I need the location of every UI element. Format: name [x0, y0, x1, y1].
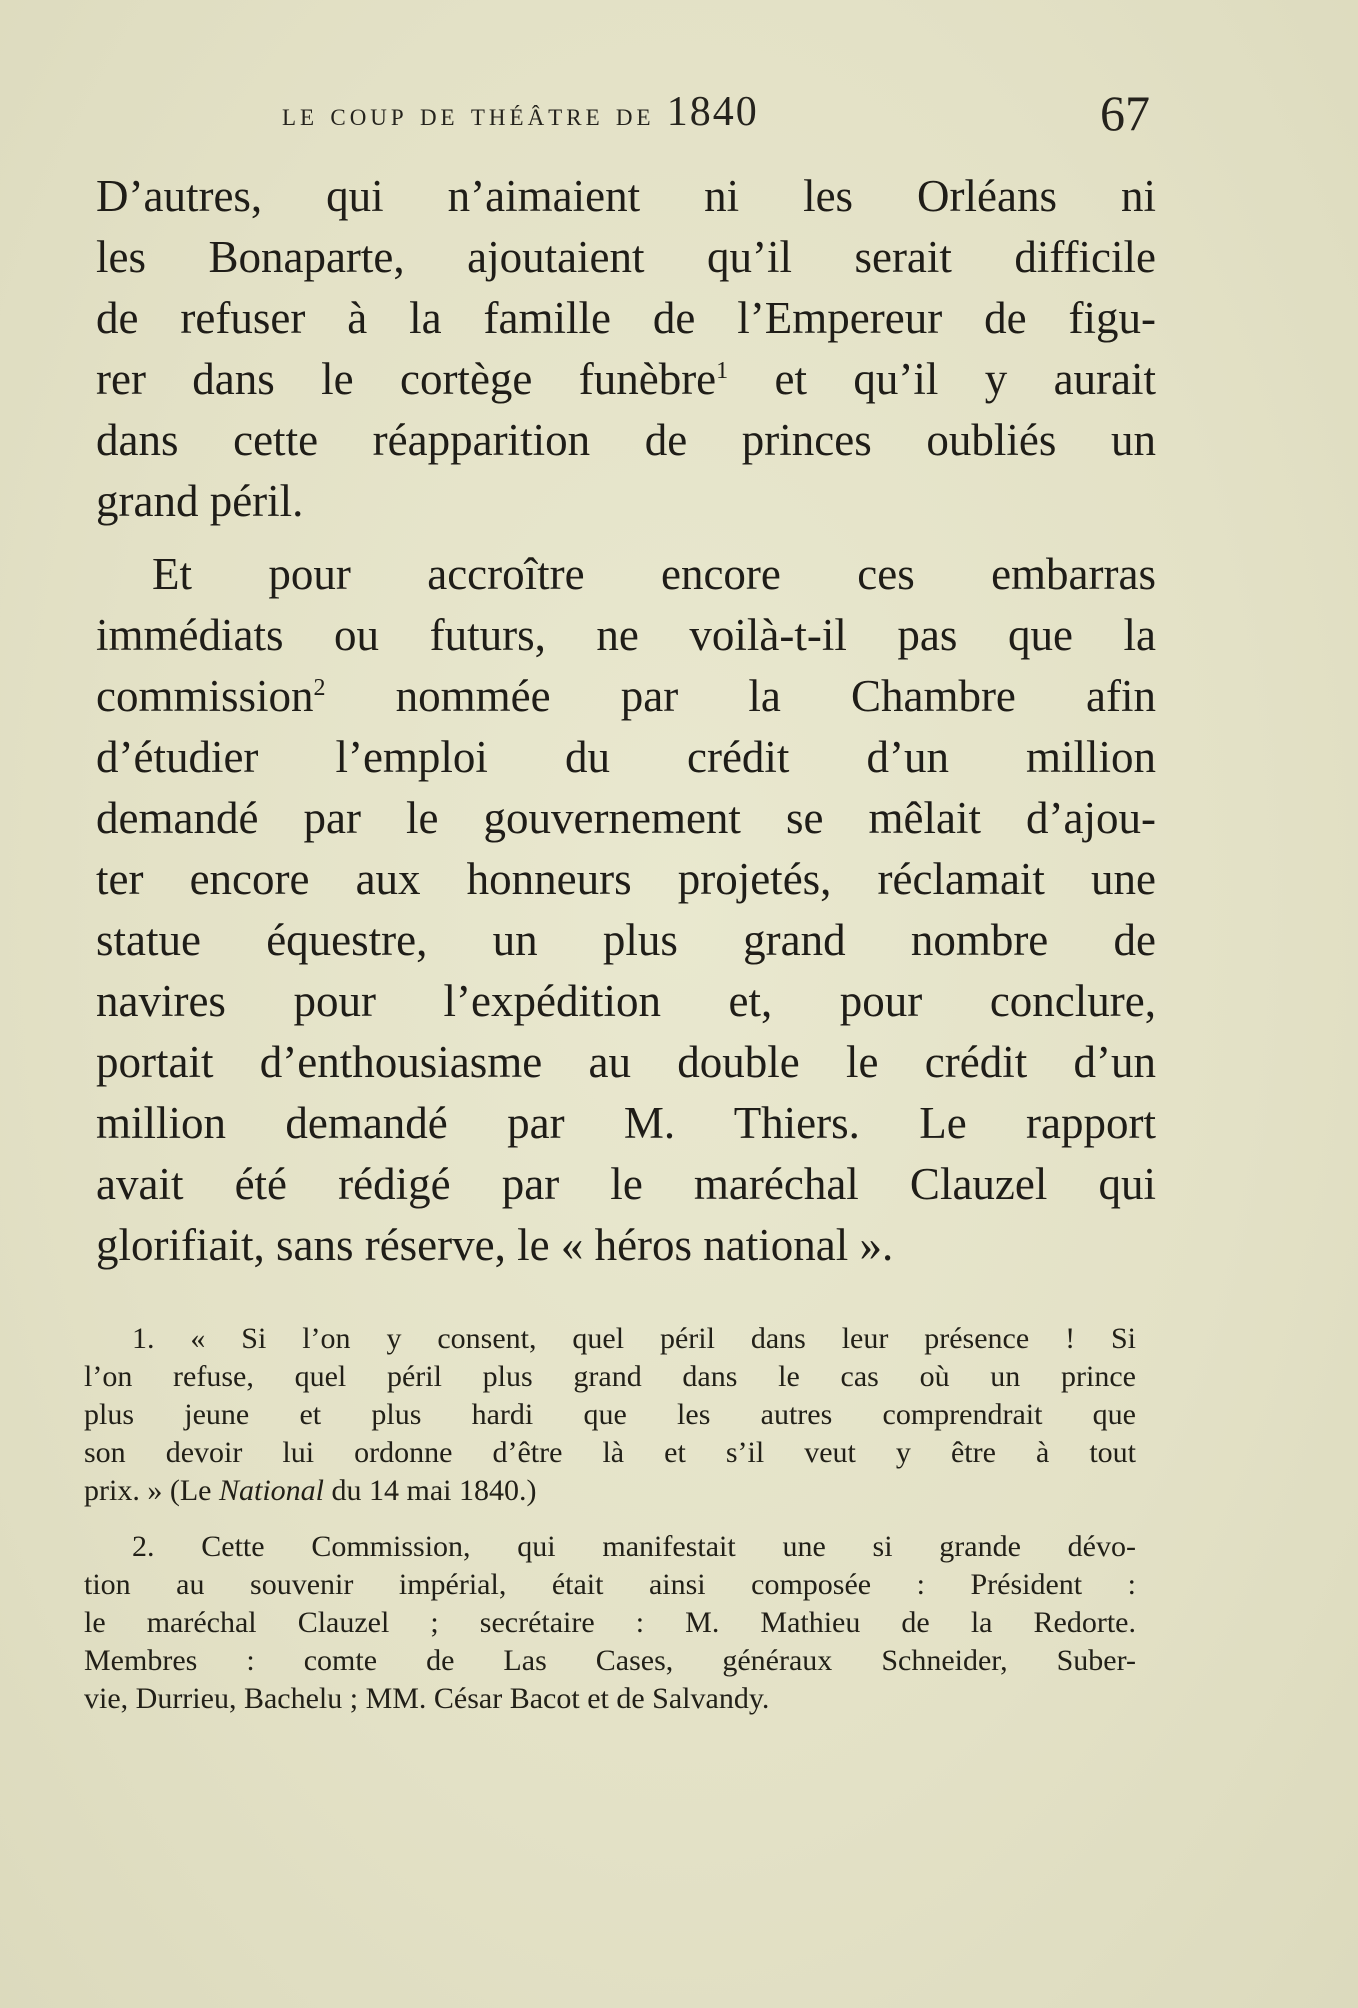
body-line: dans cette réapparition de princes oubliés un [96, 415, 1156, 465]
body-line-text: commission [96, 671, 314, 721]
body-line [96, 349, 1156, 410]
body-line: statue équestre, un plus grand nombre de [96, 915, 1156, 965]
footnotes [84, 1320, 1136, 1718]
body-line: les Bonaparte, ajoutaient qu’il serait difficile [96, 232, 1156, 282]
body-line: portait d’enthousiasme au double le crédit d’un [96, 1037, 1156, 1087]
body-line: avait été rédigé par le maréchal Clauzel qui [96, 1159, 1156, 1209]
body-line: glorifiait, sans réserve, le « héros national ». [96, 1220, 894, 1270]
body-line: ter encore aux honneurs projetés, réclamait une [96, 854, 1156, 904]
footnote-1-line: l’on refuse, quel péril plus grand dans le cas où un prince [84, 1360, 1136, 1393]
footnote-2-line: 2. Cette Commission, qui manifestait une si grande dévo- [132, 1530, 1136, 1563]
footnote-1-text: du 14 mai 1840.) [323, 1474, 537, 1507]
body-line [96, 666, 1156, 727]
running-head-title: le coup de théâtre de [282, 97, 667, 133]
footnote-2-line: vie, Durrieu, Bachelu ; MM. César Bacot et de Salvandy. [84, 1682, 770, 1715]
page-number: 67 [1100, 85, 1150, 141]
footnote-ref-2: 2 [313, 675, 326, 701]
body-line: D’autres, qui n’aimaient ni les Orléans ni [96, 171, 1156, 221]
footnote-2-line: tion au souvenir impérial, était ainsi composée : Président : [84, 1568, 1136, 1601]
body-line: d’étudier l’emploi du crédit d’un million [96, 732, 1156, 782]
body-line: Et pour accroître encore ces embarras [152, 549, 1156, 599]
body-line: million demandé par M. Thiers. Le rapport [96, 1098, 1156, 1148]
footnote-ref-1: 1 [716, 358, 729, 384]
body-text [96, 166, 1156, 1276]
footnote-1-line: plus jeune et plus hardi que les autres comprendrait que [84, 1398, 1136, 1431]
footnote-1-text: prix. » (Le [84, 1474, 219, 1507]
footnote-2-line: Membres : comte de Las Cases, généraux Schneider, Suber- [84, 1644, 1136, 1677]
body-line: demandé par le gouvernement se mêlait d’ajou- [96, 793, 1156, 843]
running-head [282, 88, 1082, 136]
body-line-text: rer dans le cortège funèbre [96, 354, 717, 404]
body-line-text: nommée par la Chambre afin [325, 671, 1156, 721]
body-line: de refuser à la famille de l’Empereur de figu- [96, 293, 1156, 343]
body-line: grand péril. [96, 476, 304, 526]
body-line: navires pour l’expédition et, pour conclure, [96, 976, 1156, 1026]
running-head-year: 1840 [666, 89, 759, 135]
journal-title: National [218, 1474, 324, 1507]
footnote-1-line: son devoir lui ordonne d’être là et s’il veut y être à tout [84, 1436, 1136, 1469]
footnote-1-line [84, 1472, 1136, 1510]
footnote-2-line: le maréchal Clauzel ; secrétaire : M. Mathieu de la Redorte. [84, 1606, 1136, 1639]
body-line: immédiats ou futurs, ne voilà-t-il pas que la [96, 610, 1156, 660]
footnote-1-line: 1. « Si l’on y consent, quel péril dans leur présence ! Si [132, 1322, 1136, 1355]
body-line-text: et qu’il y aurait [728, 354, 1157, 404]
